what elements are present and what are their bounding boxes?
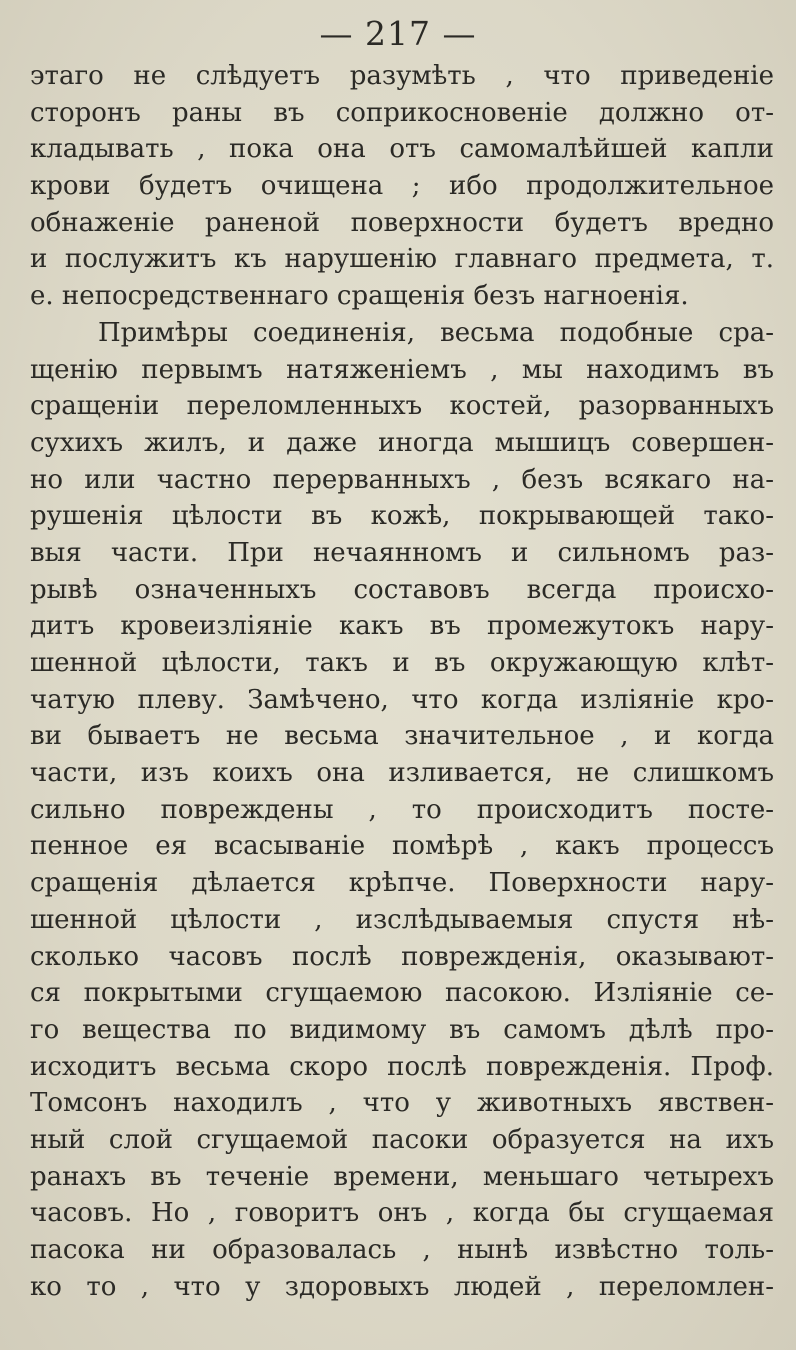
text-line: и послужитъ къ нарушенію главнаго предмета, т. xyxy=(30,244,774,275)
text-line: ный слой сгущаемой пасоки образуется на ихъ xyxy=(30,1124,774,1155)
text-line: го вещества по видимому въ самомъ дѣлѣ про- xyxy=(30,1014,774,1045)
text-line: крови будетъ очищена ; ибо продолжительное xyxy=(30,171,774,202)
text-line: кладывать , пока она отъ самомалѣйшей капли xyxy=(30,134,774,165)
text-line: части, изъ коихъ она изливается, не слишкомъ xyxy=(30,758,774,789)
page-number: — 217 — xyxy=(319,14,477,53)
text-line: этаго не слѣдуетъ разумѣть , что приведеніе xyxy=(30,61,774,91)
text-line: сращенія дѣлается крѣпче. Поверхности нару- xyxy=(30,868,774,899)
text-line: сильно повреждены , то происходитъ посте- xyxy=(30,794,774,825)
text-line: пасока ни образовалась , нынѣ извѣстно толь- xyxy=(30,1235,774,1265)
text-line: сторонъ раны въ соприкосновеніе должно от- xyxy=(30,97,774,128)
paragraph-start-line: Примѣры соединенія, весьма подобные сра- xyxy=(98,317,774,348)
text-line: ся покрытыми сгущаемою пасокою. Изліяніе се- xyxy=(30,978,774,1009)
text-line: пенное ея всасываніе помѣрѣ , какъ процессъ xyxy=(30,831,774,862)
text-line: ко то , что у здоровыхъ людей , переломлен- xyxy=(30,1271,774,1302)
text-line: исходитъ весьма скоро послѣ поврежденія. Проф. xyxy=(30,1051,774,1082)
text-line: обнаженіе раненой поверхности будетъ вредно xyxy=(30,207,774,238)
text-line: рывѣ означенныхъ составовъ всегда происхо- xyxy=(30,574,774,605)
text-line: е. непосредственнаго сращенія безъ нагноенія. xyxy=(30,281,689,312)
text-line: ви бываетъ не весьма значительное , и когда xyxy=(30,721,774,752)
text-line: чатую плеву. Замѣчено, что когда изліяніе кро- xyxy=(30,684,774,715)
body-text xyxy=(30,58,774,1305)
text-line: сколько часовъ послѣ поврежденія, оказывают- xyxy=(30,941,774,972)
text-line: шенной цѣлости, такъ и въ окружающую клѣт- xyxy=(30,648,774,678)
text-line: часовъ. Но , говоритъ онъ , когда бы сгущаемая xyxy=(30,1198,774,1229)
text-line: Томсонъ находилъ , что у животныхъ явствен- xyxy=(30,1088,774,1119)
text-line: рушенія цѣлости въ кожѣ, покрывающей тако- xyxy=(30,501,774,532)
text-line: выя части. При нечаянномъ и сильномъ раз- xyxy=(30,537,774,568)
text-line: сухихъ жилъ, и даже иногда мышицъ совершен- xyxy=(30,427,774,458)
text-line: щенію первымъ натяженіемъ , мы находимъ въ xyxy=(30,354,774,385)
text-line: но или частно перерванныхъ , безъ всякаго на- xyxy=(30,464,774,495)
text-line: шенной цѣлости , изслѣдываемыя спустя нѣ- xyxy=(30,904,774,935)
text-line: сращеніи переломленныхъ костей, разорванныхъ xyxy=(30,391,774,422)
text-line: дитъ кровеизліяніе какъ въ промежутокъ нару- xyxy=(30,611,774,642)
text-line: ранахъ въ теченіе времени, меньшаго четырехъ xyxy=(30,1161,774,1192)
